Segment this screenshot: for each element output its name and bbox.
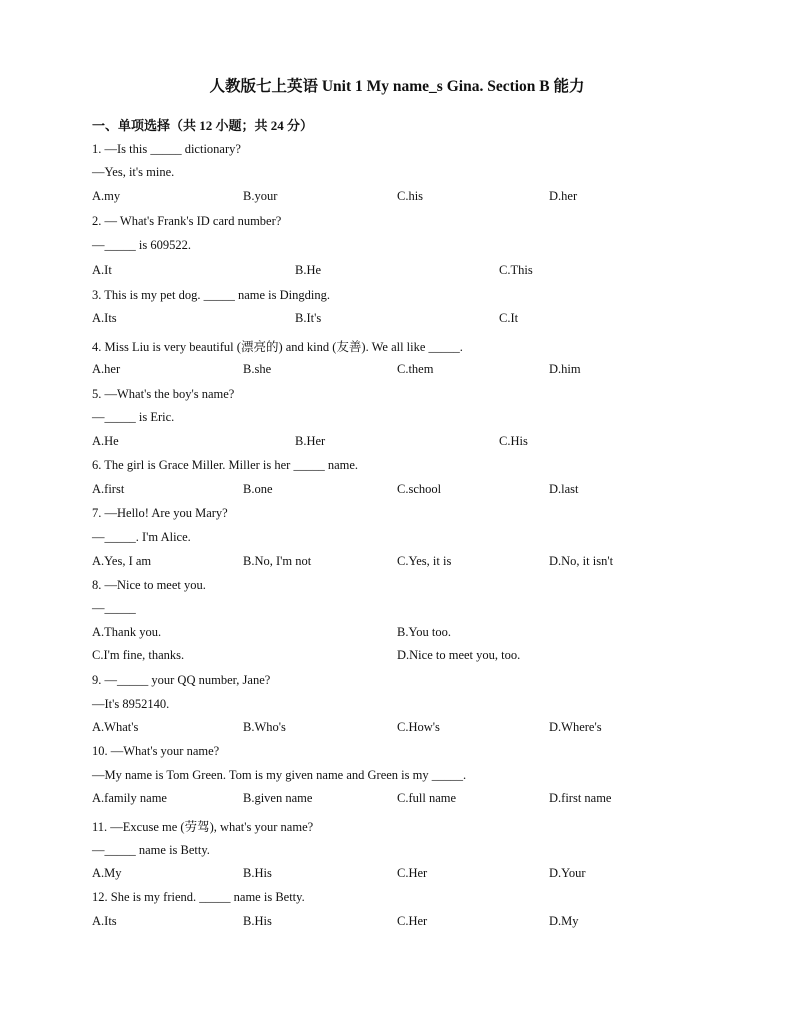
question-12-option-a: A.Its <box>92 914 117 928</box>
question-2-option-c: C.This <box>499 263 533 277</box>
question-1-line-1: 1. —Is this _____ dictionary? <box>92 142 241 156</box>
question-7-option-c: C.Yes, it is <box>397 554 452 568</box>
section-heading: 一、单项选择（共 12 小题；共 24 分） <box>92 118 314 133</box>
question-6-option-c: C.school <box>397 482 442 496</box>
question-10-line-1: 10. —What's your name? <box>92 744 220 758</box>
question-9-option-b: B.Who's <box>243 720 286 734</box>
question-5-option-c: C.His <box>499 434 528 448</box>
question-6-option-d: D.last <box>549 482 579 496</box>
question-11-option-d: D.Your <box>549 866 586 880</box>
question-4-option-b: B.she <box>243 362 272 376</box>
question-12-option-c: C.Her <box>397 914 428 928</box>
question-12-option-d: D.My <box>549 914 579 928</box>
question-1-option-d: D.her <box>549 189 578 203</box>
question-5-option-a: A.He <box>92 434 119 448</box>
question-9-option-a: A.What's <box>92 720 139 734</box>
question-4-line-1: 4. Miss Liu is very beautiful (漂亮的) and kind (友善). We all like _____. <box>92 340 463 354</box>
question-7-option-a: A.Yes, I am <box>92 554 152 568</box>
question-1-option-a: A.my <box>92 189 121 203</box>
question-11-option-b: B.His <box>243 866 272 880</box>
question-11-line-2: —_____ name is Betty. <box>92 843 210 857</box>
question-10-option-a: A.family name <box>92 791 167 805</box>
question-5-line-1: 5. —What's the boy's name? <box>92 387 235 401</box>
question-3-line-1: 3. This is my pet dog. _____ name is Dingding. <box>92 288 330 302</box>
question-10-line-2: —My name is Tom Green. Tom is my given name and Green is my _____. <box>92 768 467 782</box>
question-8-option-c: C.I'm fine, thanks. <box>92 648 185 662</box>
question-11-option-c: C.Her <box>397 866 428 880</box>
question-3-option-c: C.It <box>499 311 519 325</box>
question-6-option-a: A.first <box>92 482 125 496</box>
question-2-line-1: 2. — What's Frank's ID card number? <box>92 214 282 228</box>
question-4-option-c: C.them <box>397 362 434 376</box>
question-3-option-a: A.Its <box>92 311 117 325</box>
question-8-option-b: B.You too. <box>397 625 451 639</box>
question-9-line-1: 9. —_____ your QQ number, Jane? <box>92 673 271 687</box>
question-1-option-c: C.his <box>397 189 424 203</box>
question-11-option-a: A.My <box>92 866 122 880</box>
question-9-line-2: —It's 8952140. <box>92 697 170 711</box>
question-7-line-2: —_____. I'm Alice. <box>92 530 191 544</box>
question-4-option-d: D.him <box>549 362 581 376</box>
question-6-option-b: B.one <box>243 482 273 496</box>
question-2-option-a: A.It <box>92 263 112 277</box>
question-10-option-b: B.given name <box>243 791 313 805</box>
question-4-option-a: A.her <box>92 362 121 376</box>
question-9-option-d: D.Where's <box>549 720 602 734</box>
question-12-option-b: B.His <box>243 914 272 928</box>
question-5-line-2: —_____ is Eric. <box>92 410 175 424</box>
question-6-line-1: 6. The girl is Grace Miller. Miller is her _____ name. <box>92 458 359 472</box>
question-10-option-c: C.full name <box>397 791 457 805</box>
question-7-option-d: D.No, it isn't <box>549 554 614 568</box>
question-1-line-2: —Yes, it's mine. <box>92 165 175 179</box>
question-3-option-b: B.It's <box>295 311 322 325</box>
question-11-line-1: 11. —Excuse me (劳驾), what's your name? <box>92 820 314 834</box>
question-7-option-b: B.No, I'm not <box>243 554 312 568</box>
question-12-line-1: 12. She is my friend. _____ name is Betty. <box>92 890 305 904</box>
question-8-option-a: A.Thank you. <box>92 625 162 639</box>
question-7-line-1: 7. —Hello! Are you Mary? <box>92 506 228 520</box>
question-8-line-2: —_____ <box>92 601 136 615</box>
question-9-option-c: C.How's <box>397 720 440 734</box>
question-5-option-b: B.Her <box>295 434 326 448</box>
page-title: 人教版七上英语 Unit 1 My name_s Gina. Section B 能力 <box>209 78 585 95</box>
question-10-option-d: D.first name <box>549 791 612 805</box>
question-2-line-2: —_____ is 609522. <box>92 238 191 252</box>
question-8-option-d: D.Nice to meet you, too. <box>397 648 521 662</box>
question-2-option-b: B.He <box>295 263 322 277</box>
question-8-line-1: 8. —Nice to meet you. <box>92 578 206 592</box>
question-1-option-b: B.your <box>243 189 278 203</box>
